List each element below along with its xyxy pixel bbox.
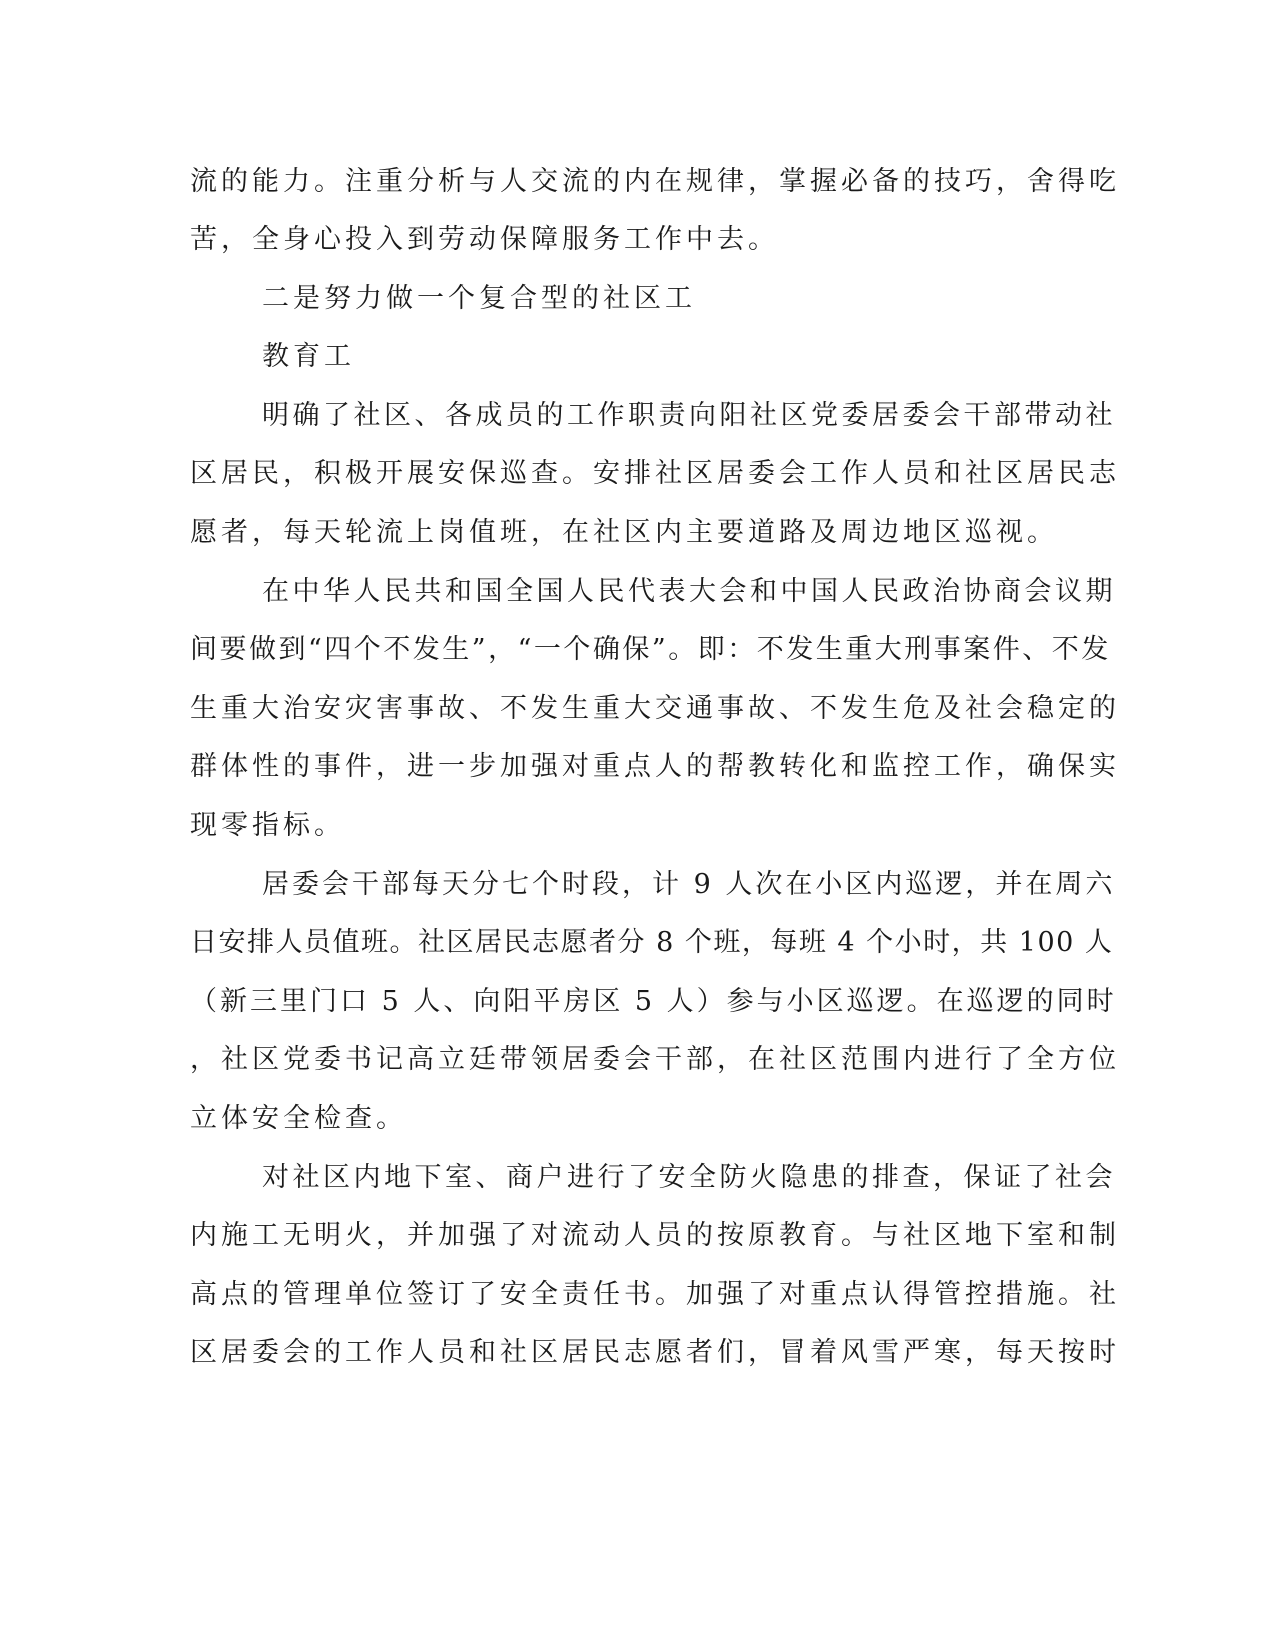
text-line: 苦，全身心投入到劳动保障服务工作中去。 [190, 224, 779, 255]
text-line: 立体安全检查。 [190, 1103, 407, 1134]
text-line: （新三里门口 5 人、向阳平房区 5 人）参与小区巡逻。在巡逻的同时 [190, 986, 1117, 1017]
text-line: 区居委会的工作人员和社区居民志愿者们，冒着风雪严寒，每天按时 [190, 1337, 1120, 1368]
text-line: 居委会干部每天分七个时段，计 9 人次在小区内巡逻，并在周六 [262, 869, 1116, 900]
text-line: 现零指标。 [190, 810, 345, 841]
text-line: 高点的管理单位签订了安全责任书。加强了对重点认得管控措施。社 [190, 1279, 1120, 1310]
text-line: 愿者，每天轮流上岗值班，在社区内主要道路及周边地区巡视。 [190, 517, 1058, 548]
text-line: 二是努力做一个复合型的社区工 [262, 283, 696, 314]
text-line: 流的能力。注重分析与人交流的内在规律，掌握必备的技巧，舍得吃 [190, 166, 1120, 197]
text-line: 区居民，积极开展安保巡查。安排社区居委会工作人员和社区居民志 [190, 458, 1120, 489]
text-line: 明确了社区、各成员的工作职责向阳社区党委居委会干部带动社 [262, 400, 1116, 431]
text-line: ，社区党委书记高立廷带领居委会干部，在社区范围内进行了全方位 [190, 1044, 1120, 1075]
text-line: 生重大治安灾害事故、不发生重大交通事故、不发生危及社会稳定的 [190, 693, 1120, 724]
text-line: 对社区内地下室、商户进行了安全防火隐患的排查，保证了社会 [262, 1162, 1116, 1193]
text-line: 教育工 [262, 341, 355, 372]
text-line: 日安排人员值班。社区居民志愿者分 8 个班，每班 4 个小时，共 100 人 [190, 927, 1114, 958]
text-line: 内施工无明火，并加强了对流动人员的按原教育。与社区地下室和制 [190, 1220, 1120, 1251]
text-line: 在中华人民共和国全国人民代表大会和中国人民政治协商会议期 [262, 576, 1116, 607]
text-line: 群体性的事件，进一步加强对重点人的帮教转化和监控工作，确保实 [190, 751, 1120, 782]
text-line: 间要做到“四个不发生”，“一个确保”。即：不发生重大刑事案件、不发 [190, 634, 1111, 665]
